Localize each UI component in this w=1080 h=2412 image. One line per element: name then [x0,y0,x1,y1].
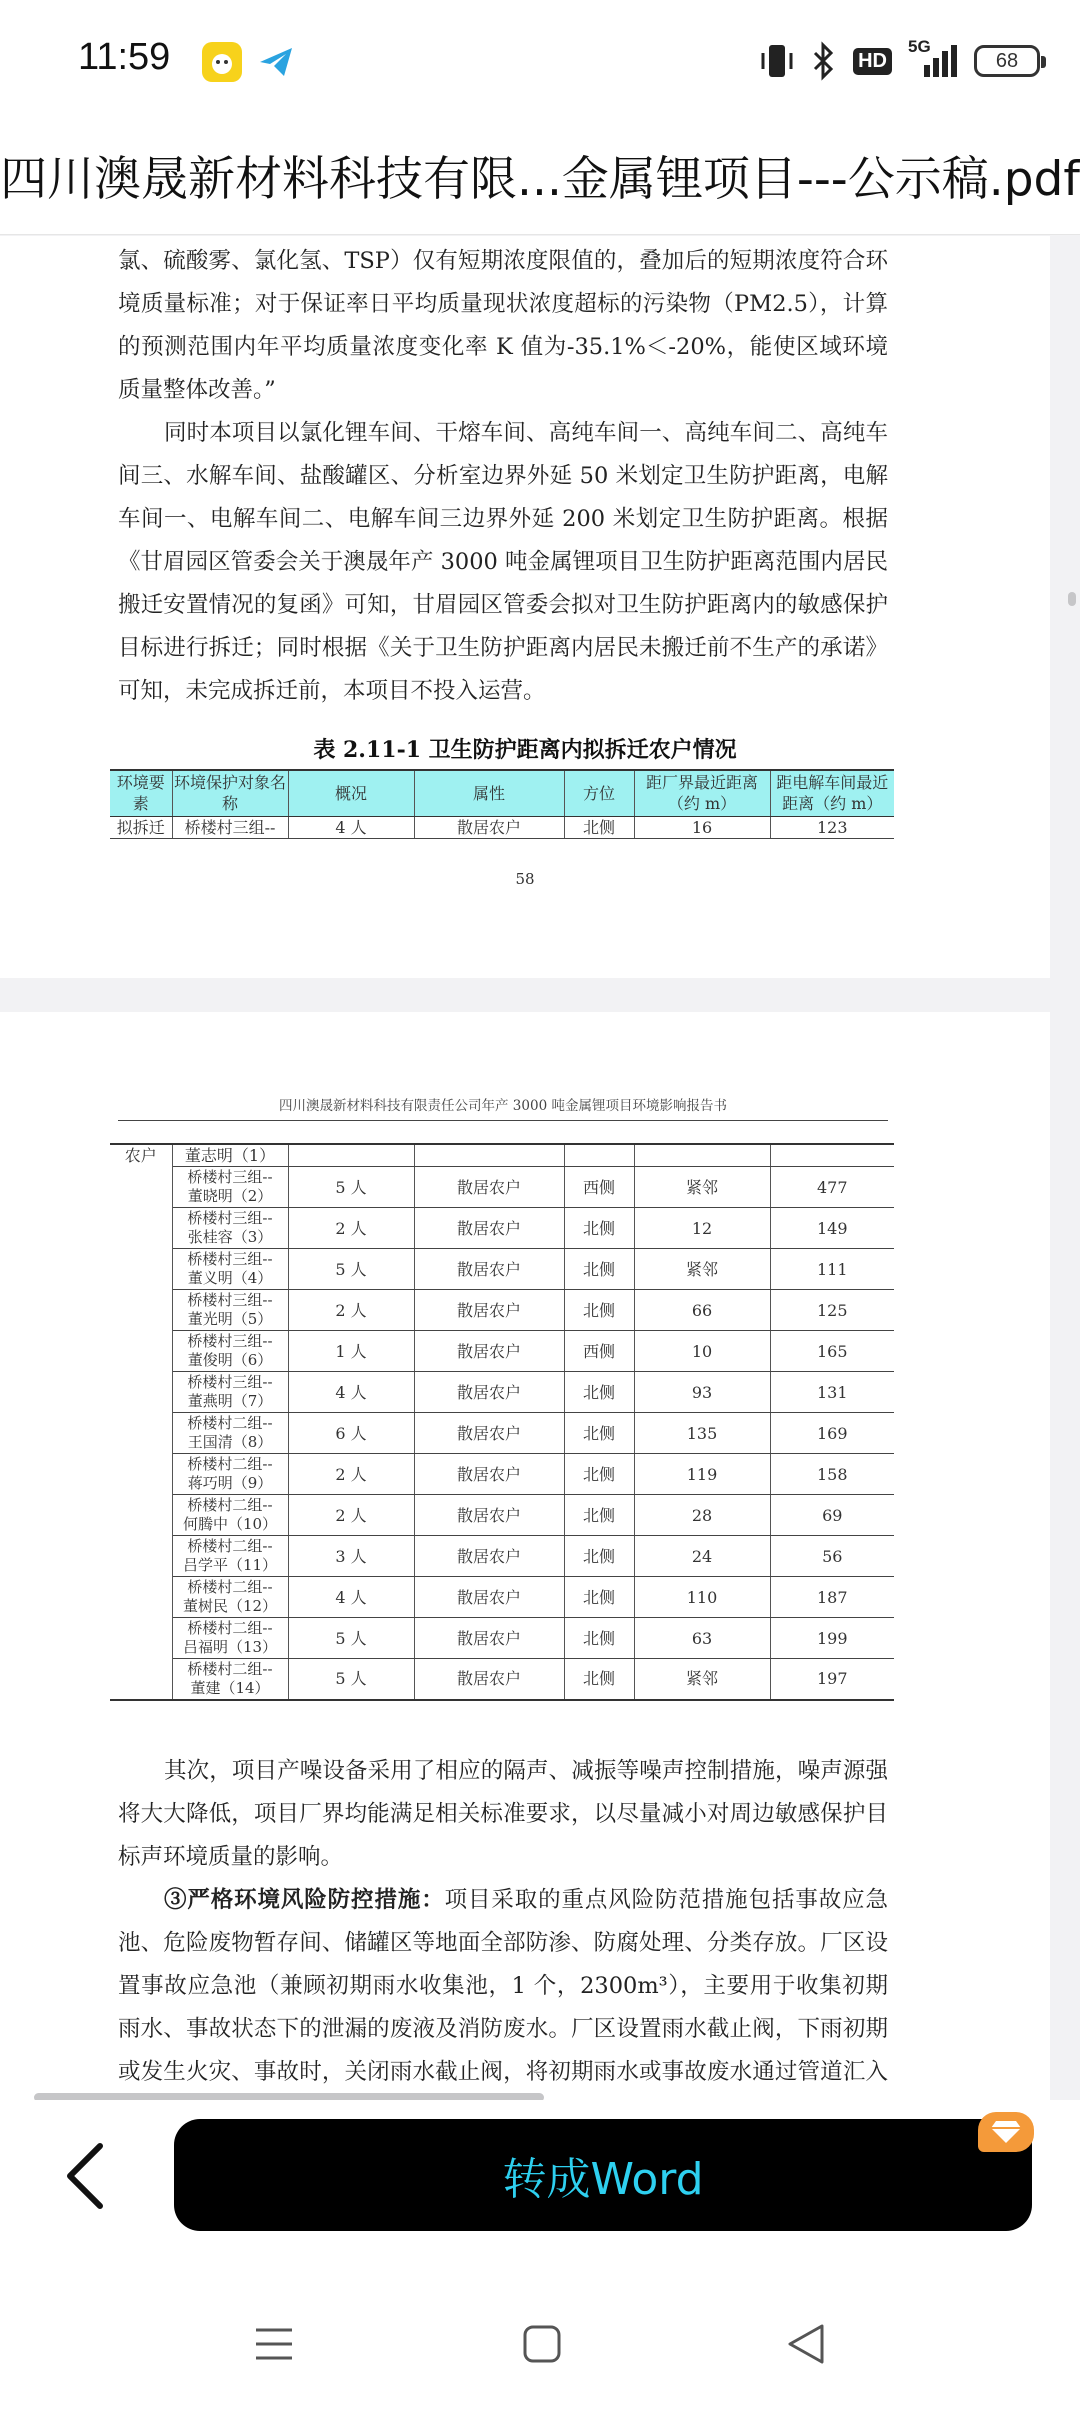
table-row [110,1290,894,1331]
table-cell: 4 人 [288,1372,414,1413]
table-cell: 散居农户 [414,1167,564,1208]
table-cell: 158 [770,1454,894,1495]
menu-button[interactable] [254,2322,294,2370]
title-bar [0,124,1080,235]
table-cell: 4 人 [288,1577,414,1618]
table-header: 环境要素 [110,770,172,816]
intro-paragraph [118,240,888,713]
document-title: 四川澳晟新材料科技有限...金属锂项目---公示稿.pdf [0,152,1080,207]
table-row [110,1618,894,1659]
pdf-page-58[interactable] [0,236,1050,978]
menu-icon [254,2322,294,2366]
table-cell [414,1144,564,1167]
table-cell: 187 [770,1577,894,1618]
table-cell: 西侧 [564,1167,634,1208]
table-cell: 165 [770,1331,894,1372]
nav-back-button[interactable] [786,2322,826,2370]
table-header: 概况 [288,770,414,816]
table-header: 环境保护对象名称 [172,770,288,816]
table-cell: 桥楼村三组-- 董俊明（6） [172,1331,288,1372]
table-cell: 桥楼村三组-- 董晓明（2） [172,1167,288,1208]
table-row [110,1208,894,1249]
table-cell: 66 [634,1290,770,1331]
lower-paragraphs [118,1750,888,2137]
table-cell: 3 人 [288,1536,414,1577]
table-cell: 56 [770,1536,894,1577]
table-cell: 199 [770,1618,894,1659]
risk-heading: ③严格环境风险防控措施： [164,1887,445,1913]
table-header: 属性 [414,770,564,816]
table-cell: 123 [770,816,894,838]
table-header: 方位 [564,770,634,816]
risk-text: 项目采取的重点风险防范措施包括事故应急池、危险废物暂存间、储罐区等地面全部防渗、防腐处理、分类存放。厂区设置事故应急池（兼顾初期雨水收集池，1 个，2300m³），主要用于收集初期雨水、事故状态下的泄漏的废液及消防废水。厂区设置雨水截止阀，下雨初期或发生火灾、事故时，关闭雨水截止阀，将初期雨水或事故废水通过管道汇入 [118,1887,888,2085]
table-cell: 北侧 [564,1495,634,1536]
hd-icon: HD [853,48,892,75]
status-icons [759,38,1040,84]
table-cell: 北侧 [564,1290,634,1331]
table-row [110,1495,894,1536]
table-row [110,1413,894,1454]
pdf-page-59[interactable] [0,1012,1050,2100]
table-cell: 169 [770,1413,894,1454]
table-cell: 北侧 [564,1372,634,1413]
table-cell-category: 农户 [110,1144,172,1700]
table-cell: 125 [770,1290,894,1331]
table-cell: 散居农户 [414,1659,564,1700]
convert-to-word-button[interactable]: 转成Word [174,2119,1032,2231]
telegram-icon [256,42,296,82]
table-row [110,1536,894,1577]
table-header: 距厂界最近距离（约 m） [634,770,770,816]
table-cell: 5 人 [288,1618,414,1659]
relocation-table [110,769,894,839]
table-cell: 28 [634,1495,770,1536]
table-cell: 桥楼村二组-- 董建（14） [172,1659,288,1700]
table-cell: 6 人 [288,1413,414,1454]
table-cell: 北侧 [564,1618,634,1659]
table-cell: 散居农户 [414,1372,564,1413]
home-button[interactable] [522,2322,562,2370]
table-cell: 北侧 [564,1454,634,1495]
table-cell: 散居农户 [414,816,564,838]
status-time: 11:59 [78,36,171,78]
table-cell: 北侧 [564,1577,634,1618]
table-cell: 桥楼村二组-- 吕福明（13） [172,1618,288,1659]
table-cell: 16 [634,816,770,838]
table-cell: 散居农户 [414,1536,564,1577]
table-cell: 董志明（1） [172,1144,288,1167]
table-cell: 111 [770,1249,894,1290]
table-cell: 北侧 [564,816,634,838]
table-caption: 表 2.11-1 卫生防护距离内拟拆迁农户情况 [313,737,737,763]
table-cell: 散居农户 [414,1208,564,1249]
table-cell: 桥楼村二组-- 吕学平（11） [172,1536,288,1577]
table-cell: 63 [634,1618,770,1659]
table-cell: 477 [770,1167,894,1208]
table-cell: 149 [770,1208,894,1249]
table-cell: 桥楼村三组-- [172,816,288,838]
table-cell [564,1144,634,1167]
signal-icon: 5G [908,41,958,81]
premium-badge [978,2112,1034,2152]
table-cell: 12 [634,1208,770,1249]
table-cell: 2 人 [288,1454,414,1495]
vertical-scrollbar[interactable] [1068,592,1076,606]
table-cell [770,1144,894,1167]
table-cell: 拟拆迁 [110,816,172,838]
table-cell: 散居农户 [414,1413,564,1454]
table-cell: 桥楼村二组-- 蒋巧明（9） [172,1454,288,1495]
table-cell: 散居农户 [414,1249,564,1290]
table-row [110,1331,894,1372]
table-cell: 桥楼村三组-- 董义明（4） [172,1249,288,1290]
table-cell: 69 [770,1495,894,1536]
table-row [110,816,894,838]
table-cell: 散居农户 [414,1495,564,1536]
table-cell: 北侧 [564,1413,634,1454]
status-bar [0,0,1080,124]
table-cell: 5 人 [288,1249,414,1290]
table-row [110,1454,894,1495]
table-cell: 北侧 [564,1208,634,1249]
back-triangle-icon [786,2322,826,2366]
table-cell: 135 [634,1413,770,1454]
table-cell: 桥楼村三组-- 张桂容（3） [172,1208,288,1249]
table-cell: 110 [634,1577,770,1618]
relocation-table-continued [110,1143,894,1701]
table-cell: 5 人 [288,1167,414,1208]
table-cell: 散居农户 [414,1618,564,1659]
back-button[interactable] [56,2136,116,2216]
table-cell: 紧邻 [634,1659,770,1700]
table-cell: 131 [770,1372,894,1413]
table-header: 距电解车间最近距离（约 m） [770,770,894,816]
table-cell [634,1144,770,1167]
app-notification-icon [202,42,242,82]
table-cell: 散居农户 [414,1454,564,1495]
table-row [110,1167,894,1208]
table-cell: 北侧 [564,1659,634,1700]
table-row [110,1144,894,1167]
table-row [110,1249,894,1290]
table-cell: 5 人 [288,1659,414,1700]
table-header-row [110,770,894,816]
table-cell: 10 [634,1331,770,1372]
table-cell [288,1144,414,1167]
table-row [110,1372,894,1413]
table-cell: 散居农户 [414,1290,564,1331]
table-cell: 2 人 [288,1290,414,1331]
table-cell: 北侧 [564,1249,634,1290]
table-cell: 桥楼村二组-- 董树民（12） [172,1577,288,1618]
body-paragraph: 同时本项目以氯化锂车间、干熔车间、高纯车间一、高纯车间二、高纯车间三、水解车间、盐酸罐区、分析室边界外延 50 米划定卫生防护距离，电解车间一、电解车间二、电解车间三边界外延 200 米划定卫生防护距离。根据《甘眉园区管委会关于澳晟年产 3000 吨金属锂项目卫生防护距离范围内居民搬迁安置情况的复函》可知，甘眉园区管委会拟对卫生防护距离内的敏感保护目标进行拆迁；同时根据《关于卫生防护距离内居民未搬迁前不生产的承诺》可知，未完成拆迁前，本项目不投入运营。 [118,420,888,704]
bluetooth-icon [811,41,837,81]
table-cell: 紧邻 [634,1249,770,1290]
battery-icon: 68 [974,45,1040,77]
table-cell: 散居农户 [414,1577,564,1618]
table-cell: 1 人 [288,1331,414,1372]
table-cell: 2 人 [288,1495,414,1536]
page-number: 58 [515,870,535,888]
table-cell: 2 人 [288,1208,414,1249]
table-cell: 119 [634,1454,770,1495]
intro-text: 氯、硫酸雾、氯化氢、TSP）仅有短期浓度限值的，叠加后的短期浓度符合环境质量标准；对于保证率日平均质量现状浓度超标的污染物（PM2.5），计算的预测范围内年平均质量浓度变化率 K 值为-35.1%＜-20%，能使区域环境质量整体改善。” [118,248,888,403]
diamond-icon [989,2119,1023,2145]
table-cell: 北侧 [564,1536,634,1577]
running-header: 四川澳晟新材料科技有限责任公司年产 3000 吨金属锂项目环境影响报告书 [118,1094,888,1121]
chevron-left-icon [56,2136,116,2216]
table-cell: 197 [770,1659,894,1700]
table-cell: 4 人 [288,816,414,838]
table-cell: 桥楼村二组-- 王国清（8） [172,1413,288,1454]
table-cell: 紧邻 [634,1167,770,1208]
vibrate-icon [759,41,795,81]
table-cell: 桥楼村三组-- 董光明（5） [172,1290,288,1331]
table-cell: 桥楼村三组-- 董燕明（7） [172,1372,288,1413]
table-cell: 西侧 [564,1331,634,1372]
table-row [110,1577,894,1618]
table-cell: 散居农户 [414,1331,564,1372]
noise-paragraph: 其次，项目产噪设备采用了相应的隔声、减振等噪声控制措施，噪声源强将大大降低，项目厂界均能满足相关标准要求，以尽量减小对周边敏感保护目标声环境质量的影响。 [118,1758,888,1870]
table-cell: 93 [634,1372,770,1413]
table-cell: 桥楼村二组-- 何腾中（10） [172,1495,288,1536]
table-row [110,1659,894,1700]
home-square-icon [522,2322,562,2366]
table-cell: 24 [634,1536,770,1577]
